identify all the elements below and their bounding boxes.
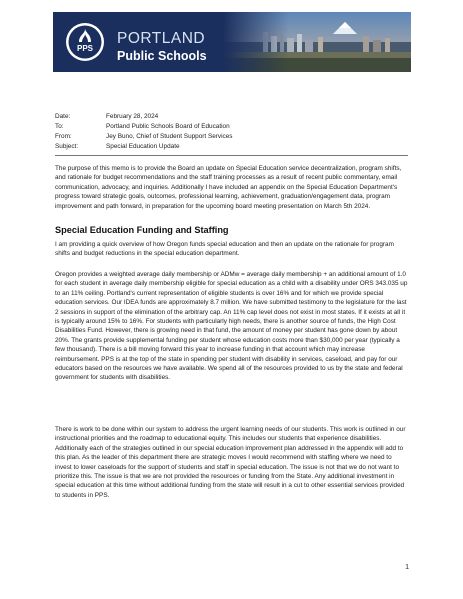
- subject-value: Special Education Update: [106, 143, 180, 150]
- date-label: Date:: [55, 113, 71, 120]
- page-number: 1: [405, 562, 410, 571]
- to-value: Portland Public Schools Board of Education: [106, 123, 230, 130]
- header-banner: [53, 12, 411, 72]
- subject-label: Subject:: [55, 143, 79, 150]
- from-label: From:: [55, 133, 72, 140]
- brand-line-portland: PORTLAND: [117, 30, 206, 47]
- header-divider: [55, 155, 408, 156]
- brand-line-public-schools: Public Schools: [117, 49, 207, 63]
- date-value: February 28, 2024: [106, 113, 159, 120]
- logo-text: PPS: [76, 44, 94, 53]
- intro-paragraph: The purpose of this memo is to provide the Board an update on Special Education service decentralization, program shifts, and rationale for budget recommendations and the staff training processes as a result of recent public commentary, email communication, advocacy, and inquiries. Additionally I have included an appendix on the Special Education Department's progress toward strategic goals, outcomes, professional learning, achievement, graduation/engagement data, program improvement and path forward, in preparation for the upcoming board meeting presentation on March 5th 2024.: [55, 165, 402, 210]
- to-label: To:: [55, 123, 64, 130]
- section-heading: Special Education Funding and Staffing: [55, 225, 229, 235]
- overview-paragraph: I am providing a quick overview of how Oregon funds special education and then an update on the rationale for program shifts and budget reductions in the special education department.: [55, 241, 394, 258]
- city-skyline-image: [223, 12, 411, 72]
- from-value: Jey Buno, Chief of Student Support Services: [106, 133, 233, 140]
- pps-logo: [65, 22, 105, 62]
- staffing-paragraph: There is work to be done within our system to address the urgent learning needs of our students. This work is outlined in our instructional priorities and the roadmap to educational equity. This includes our students that experience disabilities. Additionally each of the strategies outlined in our special education improvement plan addressed in the appendix will add to this plan. As the leader of this department there are strategic moves I would recommend with staffing where we need to invest to lower caseloads for the support of students and staff in special education. The issue is not that we do not want to prioritize this. The issue is that we are not provided the resources or funding from the State. Any additional investment in special education at this time without additional funding from the state will result in a cut to other essential services provided to students in PPS.: [55, 426, 406, 499]
- funding-paragraph: Oregon provides a weighted average daily membership or ADMw = average daily membership + an additional amount of 1.0 for each student in average daily membership eligible for special education as a child with a disability under ORS 343.035 up to an 11% ceiling. Portland's current representation of eligible students is over 16% and for which we provide special education services. Our IDEA funds are approximately 8.7 million. We have submitted testimony to the legislature for the last 2 sessions in support of the elimination of the arbitrary cap. An 11% cap level does not exist in most states. If it exists at all it is typically around 15% to 16%. For students with particularly high needs, there is another source of funds, the High Cost Disabilities Fund. However, there is growing need in that fund, the amount of money per student has gone down by about 20%. The grants provide supplemental funding per student whose education costs more than $30,000 per year (typically a few thousand). There is a bill moving forward this year to increase funding in that account which may increase reimbursement. PPS is at the top of the state in spending per student with disability in services, caseload, and pay for our educators based on the resources we have available. We spend all of the resources provided to us by the state and federal government for students with disabilities.: [55, 271, 408, 382]
